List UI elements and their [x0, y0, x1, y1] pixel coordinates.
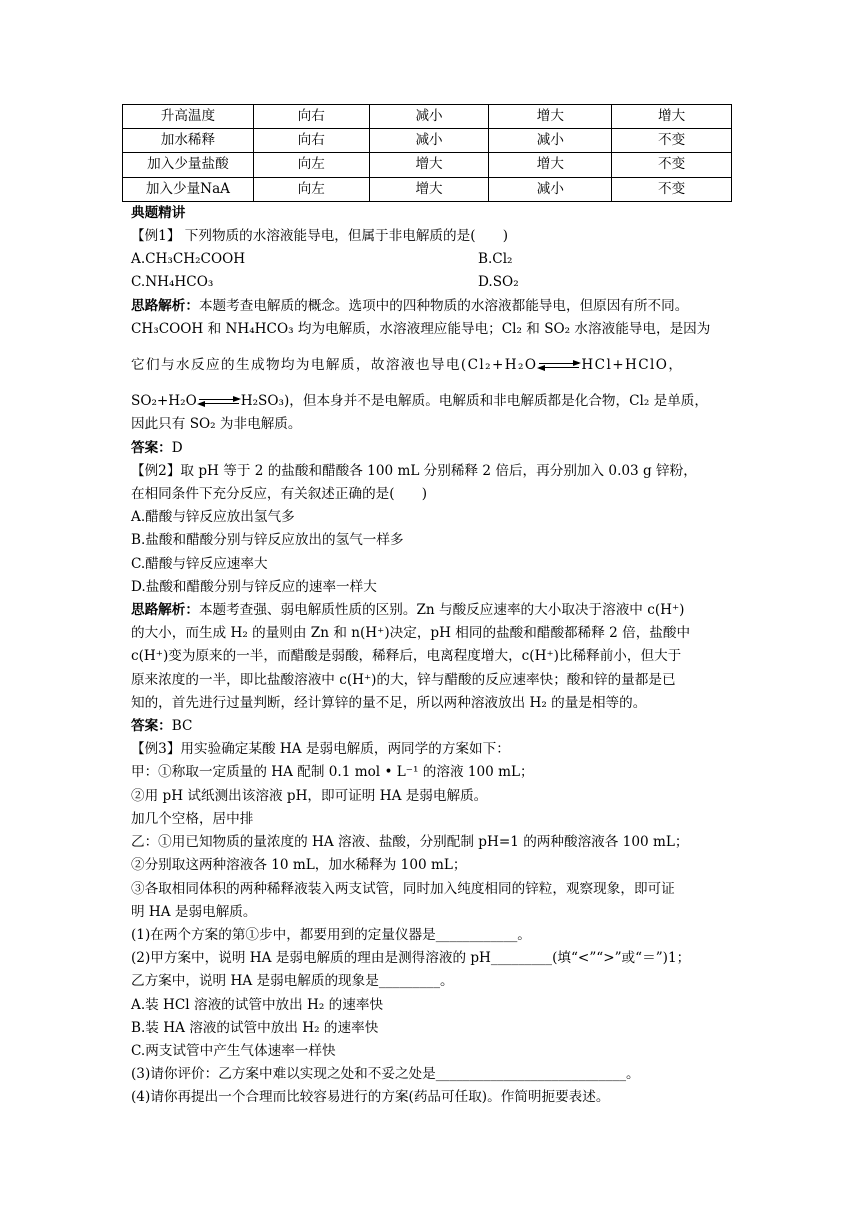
ex1-question: 【例1】 下列物质的水溶液能导电，但属于非电解质的是( ): [131, 228, 509, 245]
ex2-analysis-line2: 的大小，而生成 H₂ 的量则由 Zn 和 n(H⁺)决定，pH 相同的盐酸和醋酸都稀释 2 倍，盐酸中: [131, 625, 691, 642]
table-cell: 向右: [253, 105, 369, 129]
ex3-line16: (4)请你再提出一个合理而比较容易进行的方案(药品可任取)。作简明扼要表述。: [131, 1089, 610, 1106]
ex1-answer-label: 答案：: [131, 439, 172, 456]
ex1-analysis-line3b: HCl+HClO，: [581, 357, 684, 374]
table-row: [123, 177, 732, 201]
table-cell: 减小: [489, 129, 612, 153]
ex1-analysis-line4b: H₂SO₃)，但本身并不是电解质。电解质和非电解质都是化合物，Cl₂ 是单质，: [240, 393, 708, 410]
ex1-option-b: B.Cl₂: [478, 251, 513, 268]
equilibrium-arrow-icon: [197, 397, 241, 407]
table-cell: 增大: [489, 105, 612, 129]
ex2-analysis-line3: c(H⁺)变为原来的一半，而醋酸是弱酸，稀释后，电离程度增大，c(H⁺)比稀释前小，但大于: [131, 648, 682, 665]
ex1-options-row1: [131, 248, 741, 271]
ex3-line6: ②分别取这两种溶液各 10 mL，加水稀释为 100 mL；: [131, 857, 467, 874]
ex1-analysis-line5: 因此只有 SO₂ 为非电解质。: [131, 416, 302, 433]
ex1-option-d: D.SO₂: [478, 274, 519, 291]
ex1-option-c: C.NH₄HCO₃: [131, 274, 214, 291]
ex2-analysis-line5: 知的，首先进行过量判断，经计算锌的量不足，所以两种溶液放出 H₂ 的量是相等的。: [131, 694, 647, 711]
table-cell: 不变: [612, 177, 732, 201]
ex3-line7: ③各取相同体积的两种稀释液装入两支试管，同时加入纯度相同的锌粒，观察现象，即可证: [131, 880, 675, 897]
table-cell: 向右: [253, 129, 369, 153]
ex1-analysis-line3a: 它们与水反应的生成物均为电解质，故溶液也导电(Cl₂+H₂O: [131, 357, 538, 374]
equilibrium-arrow-icon: [537, 361, 581, 371]
table-row: [123, 153, 732, 177]
ex1-options-row2: [131, 271, 741, 294]
ex3-question-line1: 【例3】用实验确定某酸 HA 是弱电解质，两同学的方案如下：: [131, 741, 510, 758]
table-cell: 减小: [369, 129, 489, 153]
ex2-option-b: B.盐酸和醋酸分别与锌反应放出的氢气一样多: [131, 532, 404, 549]
ex3-line12: A.装 HCl 溶液的试管中放出 H₂ 的速率快: [131, 996, 384, 1013]
ex3-line4: 加几个空格，居中排: [131, 810, 254, 827]
ex3-line9: (1)在两个方案的第①步中，都要用到的定量仪器是____________。: [131, 926, 531, 943]
table-cell: 向左: [253, 153, 369, 177]
section-title: 典题精讲: [131, 204, 186, 221]
ex1-option-a: A.CH₃CH₂COOH: [131, 251, 246, 268]
ex2-analysis-line4: 原来浓度的一半，即比盐酸溶液中 c(H⁺)的大，锌与醋酸的反应速率快；酸和锌的量都是已: [131, 671, 676, 688]
ex2-answer: BC: [171, 718, 193, 735]
table-cell: 减小: [369, 105, 489, 129]
ex3-line8: 明 HA 是弱电解质。: [131, 903, 257, 920]
table-cell: 减小: [489, 177, 612, 201]
table-cell: 增大: [612, 105, 732, 129]
table-cell: 不变: [612, 129, 732, 153]
table-row: [123, 129, 732, 153]
ex3-line3: ②用 pH 试纸测出该溶液 pH，即可证明 HA 是弱电解质。: [131, 787, 488, 804]
ex3-line15: (3)请你评价：乙方案中难以实现之处和不妥之处是____________________________。: [131, 1066, 640, 1083]
ex2-option-a: A.醋酸与锌反应放出氢气多: [131, 509, 295, 526]
table-cell: 不变: [612, 153, 732, 177]
table-cell: 增大: [489, 153, 612, 177]
ex2-answer-label: 答案：: [131, 718, 172, 735]
table-cell: 加水稀释: [123, 129, 254, 153]
ex2-question-line1: 【例2】取 pH 等于 2 的盐酸和醋酸各 100 mL 分别稀释 2 倍后，再分别加入 0.03 g 锌粉，: [131, 462, 697, 479]
ex3-line5: 乙：①用已知物质的量浓度的 HA 溶液、盐酸，分别配制 pH=1 的两种酸溶液各 100 mL；: [131, 834, 689, 851]
ex1-analysis-line2: CH₃COOH 和 NH₄HCO₃ 均为电解质，水溶液理应能导电；Cl₂ 和 SO₂ 水溶液能导电，是因为: [131, 320, 711, 337]
ex1-analysis-line1: 本题考查电解质的概念。选项中的四种物质的水溶液都能导电，但原因有所不同。: [198, 297, 689, 314]
table-row: [123, 105, 732, 129]
ex2-option-d: D.盐酸和醋酸分别与锌反应的速率一样大: [131, 578, 377, 595]
ex3-line10: (2)甲方案中，说明 HA 是弱电解质的理由是测得溶液的 pH_________(填“<”“>”或“＝”)1；: [131, 950, 691, 967]
table-cell: 加入少量盐酸: [123, 153, 254, 177]
ex3-line11: 乙方案中，说明 HA 是弱电解质的现象是_________。: [131, 973, 454, 990]
table-cell: 增大: [369, 153, 489, 177]
ex1-answer: D: [171, 439, 183, 456]
table-cell: 向左: [253, 177, 369, 201]
ex2-analysis-label: 思路解析：: [131, 602, 199, 619]
ex1-analysis-label: 思路解析：: [131, 297, 199, 314]
ex2-analysis-line1: 本题考查强、弱电解质性质的区别。Zn 与酸反应速率的大小取决于溶液中 c(H⁺): [198, 602, 685, 619]
ex2-option-c: C.醋酸与锌反应速率大: [131, 555, 268, 572]
table-cell: 增大: [369, 177, 489, 201]
ex1-analysis-line4a: SO₂+H₂O: [131, 393, 197, 410]
table-cell: 加入少量NaA: [123, 177, 254, 201]
ex3-line2: 甲：①称取一定质量的 HA 配制 0.1 mol • L⁻¹ 的溶液 100 mL；: [131, 764, 534, 781]
ex3-line14: C.两支试管中产生气体速率一样快: [131, 1042, 336, 1059]
table-cell: 升高温度: [123, 105, 254, 129]
equilibrium-table: [122, 104, 732, 202]
ex2-question-line2: 在相同条件下充分反应，有关叙述正确的是( ): [131, 486, 428, 503]
document-page: [131, 104, 741, 1110]
ex3-line13: B.装 HA 溶液的试管中放出 H₂ 的速率快: [131, 1019, 379, 1036]
